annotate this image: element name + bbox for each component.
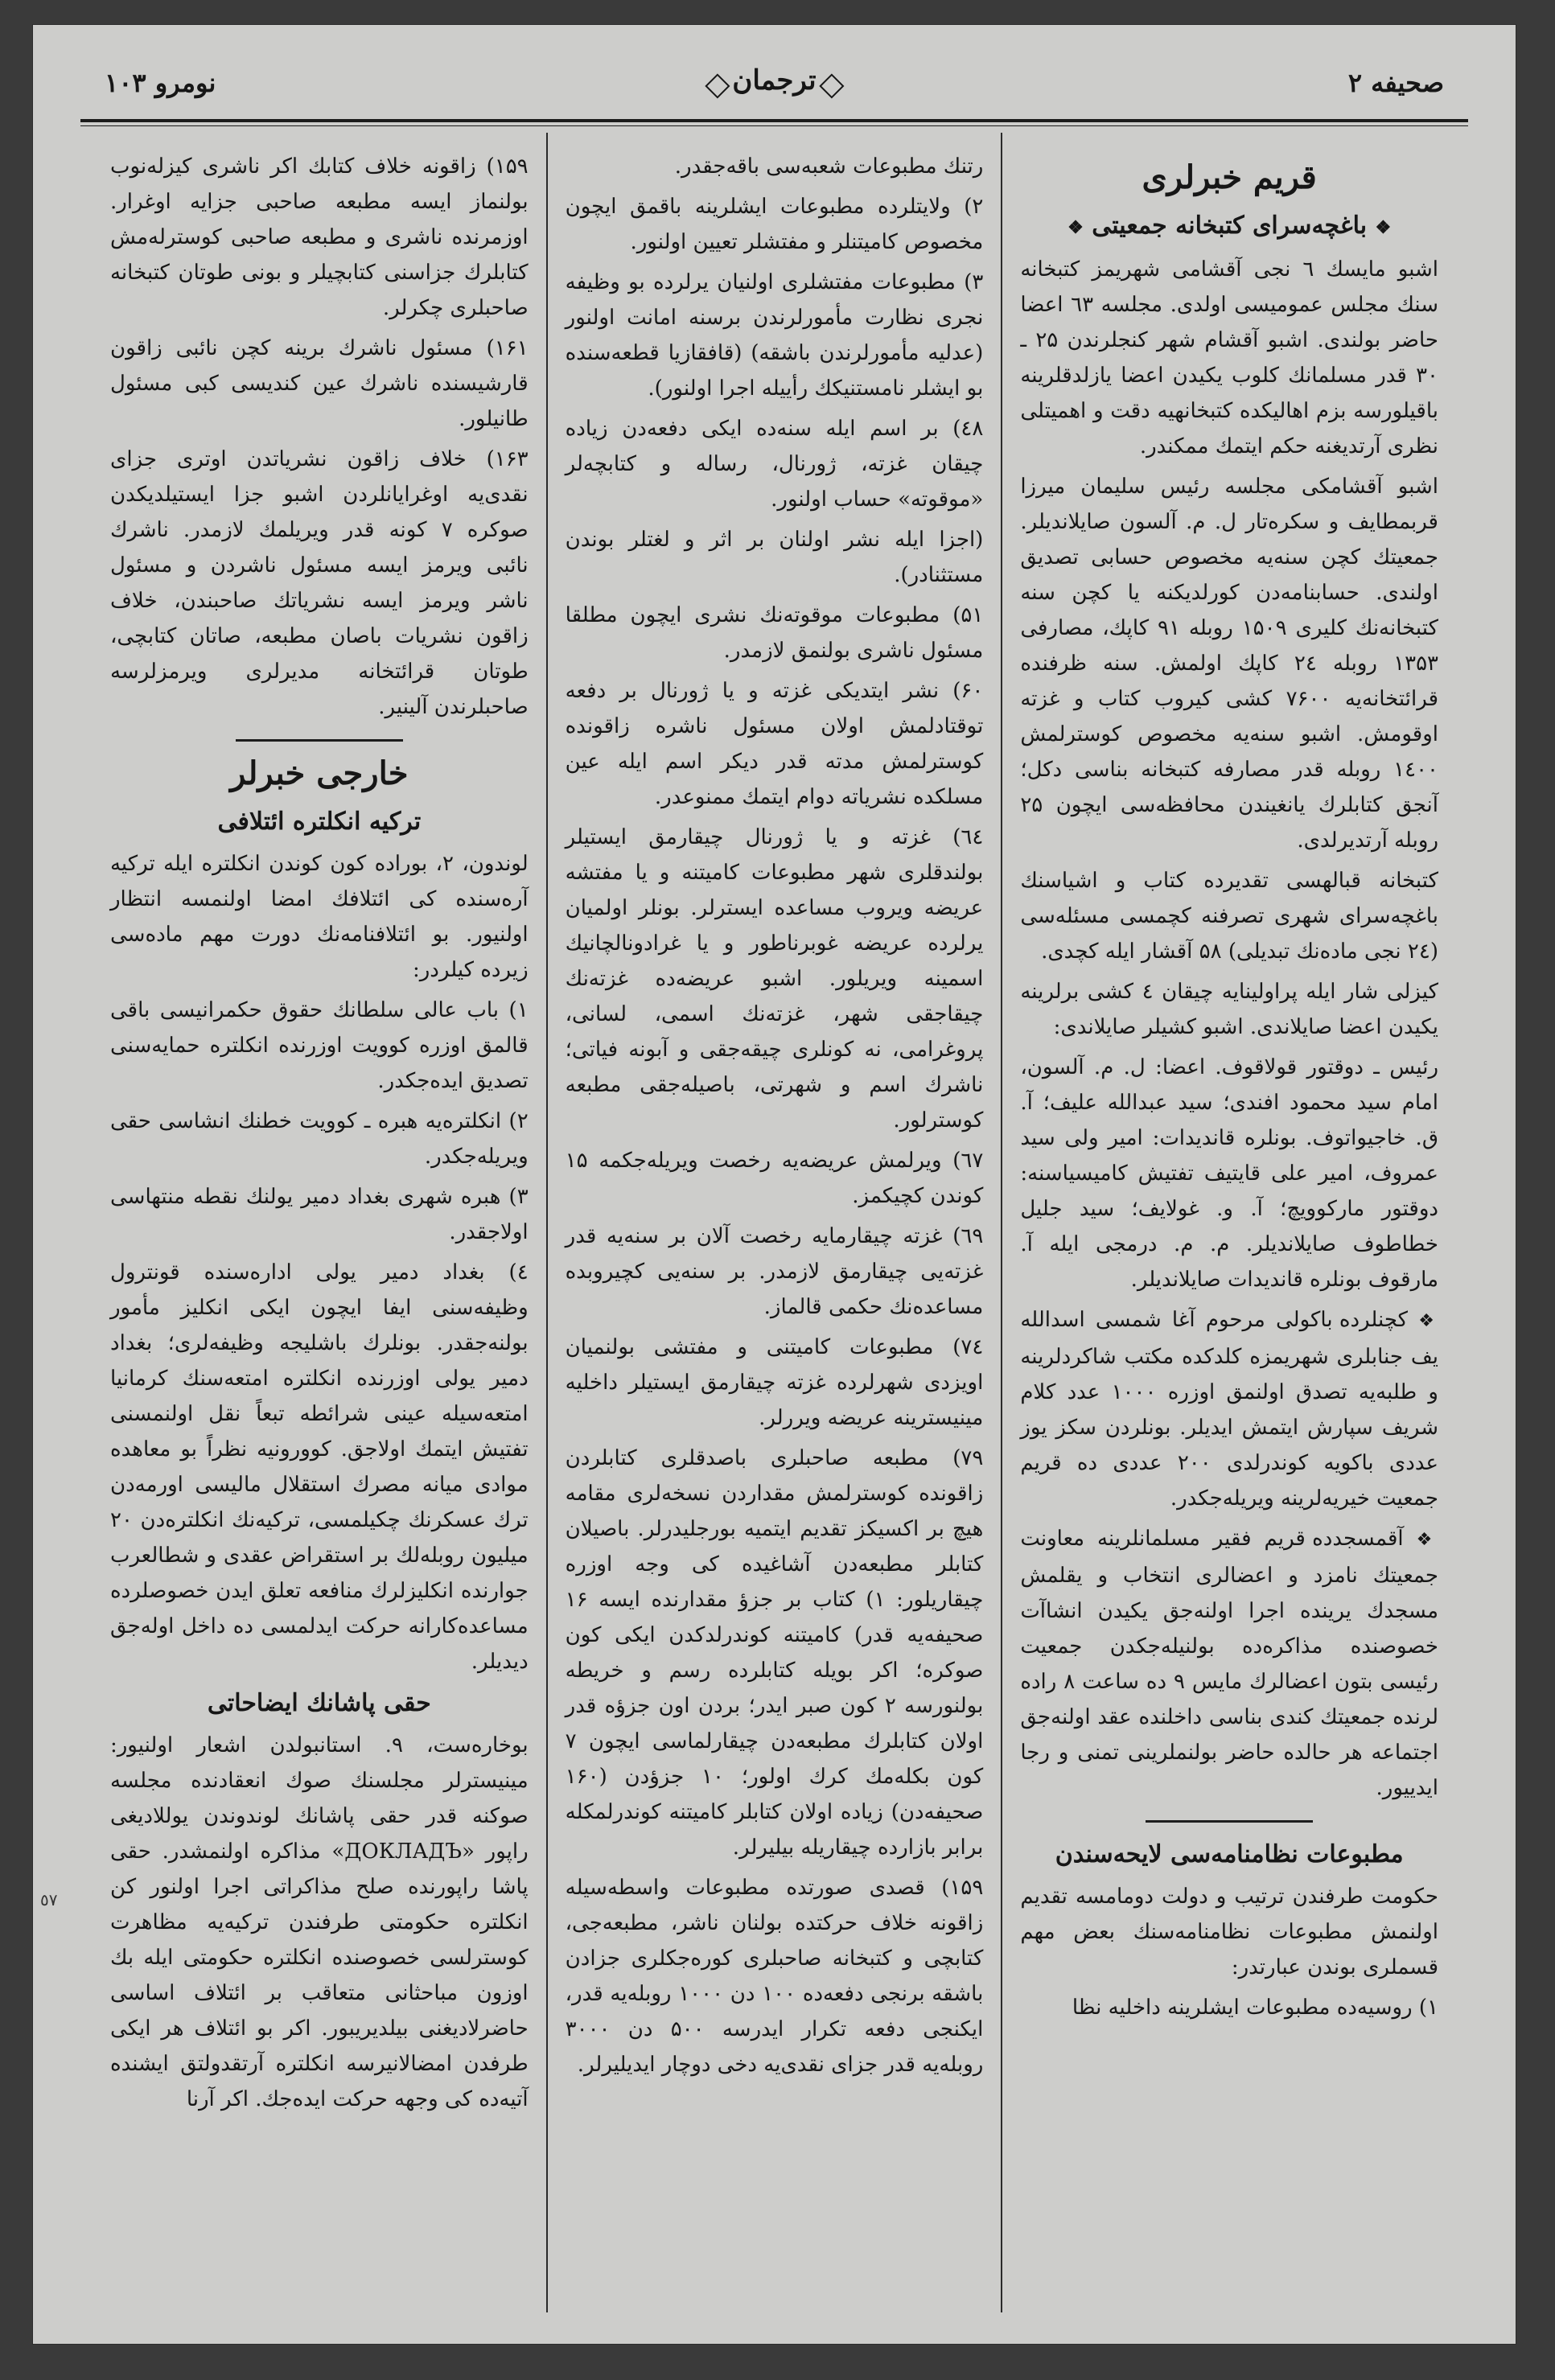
section-divider	[1146, 1820, 1313, 1823]
paragraph	[1020, 1302, 1438, 1516]
ornament-icon: ❖	[1068, 217, 1084, 238]
paragraph: ۶۰) نشر ایتدیکی غزته و یا ژورنال بر دفعه توقتادلمش اولان مسئول ناشره زاقونده کوسترلمش مدته قدر دیکر اسم ایله عین مسلکده نشریاته دوام ایتمك ممنوعدر.	[565, 679, 984, 809]
paragraph: اشبو آقشامکی مجلسه رئیس سلیمان میرزا قربمطایف و سکرەتار ل. م. آلسون صایلاندیلر. جمعیتك کچن سنەیه مخصوص حسابی تصدیق اولندی. حسابنامەدن کورلدیکنه یا کچن سنه کتبخانەنك کلیری ۱۵۰۹ روبله ۹۱ کاپك، مصارفی ۱۳۵۳ روبله ۲٤ کاپك اولمش. سنه ظرفنده قرائتخانەیه ۷۶۰۰ کشی کیروب کتاب و غزته اوقومش. اشبو سنەیه مخصوص کوسترلمش ۱٤۰۰ روبله قدر مصارفه کتبخانه بناسی دکل؛ آنجق کتابلرك یانغیندن محافظەسی ایچون ۲۵ روبله آرتدیرلدی.	[1020, 475, 1439, 853]
paragraph: بوخارەست، ۹. استانبولدن اشعار اولنیور: مینیسترلر مجلسنك صوك انعقادنده مجلسه صوکنه قدر حقی پاشانك لوندوندن یوللادیغی راپور «ДОКЛАДЪ» مذاکره اولنمشدر. حقی پاشا راپورنده صلح مذاکراتی اجرا اولنور کن انکلتره حکومتی طرفندن ترکیه‌یه مظاهرت کوسترلسی خصوصنده انکلتره حکومتی ایله بك اوزون مباحثانی متعاقب بر ائتلاف اساسی حاضرلادیغنی بیلدیریبور. اکر بو ائتلاف هر ایکی طرفدن امضالانیرسه انکلتره آرتقدولتق ایشنده آتیەده کی وجهه حرکت ایدەجك. اکر آرنا	[109, 1733, 529, 2111]
paragraph: ۱۶۳) خلاف زاقون نشریاتدن اوتری جزای نقدی‌یه اوغرایانلردن اشبو جزا ایستیلدیکدن صوکره ۷ کونه قدر ویریلمك لازمدر. ناشرك نائبی ویرمز ایسه مسئول ناشردن و مسئول ناشر ویرمز ایسه نشریاتك صاحبندن، خلاف زاقون نشریات باصان مطبعه، صاتان کتابچی، طوتان قرائتخانه مدیرلری ویرمزلرسه صاحبلرندن آلینیر.	[109, 447, 529, 719]
paragraph: کتبخانه قبالهسی تقدیرده کتاب و اشیاسنك باغچەسرای شهری تصرفنه کچمسی مسئلەسی (۲٤ نجی مادەنك تبدیلی) ۵۸ آقشار ایله کچدی.	[1020, 869, 1438, 964]
paragraph: ۱۵۹) قصدی صورتده مطبوعات واسطەسیله زاقونه خلاف حرکتده بولنان ناشر، مطبعەجی، کتابچی و کتبخانه صاحبلری کورەجکلری جزادن باشقه برنجی دفعەده ۱۰۰ دن ۱۰۰۰ روبلەیه قدر، ایکنجی دفعه تکرار ایدرسه ۵۰۰ دن ۳۰۰۰ روبلەیه قدر جزای نقدی‌یه دخی دوچار ایدیلیرلر.	[565, 1876, 984, 2077]
paragraph: رتنك مطبوعات شعبەسی باقەجقدر.	[674, 154, 984, 179]
ornament-icon: ❖	[1416, 1530, 1438, 1550]
paragraph: ۵۱) مطبوعات موقوتەنك نشری ایچون مطلقا مسئول ناشری بولنمق لازمدر.	[565, 603, 984, 663]
column-left	[93, 133, 548, 2312]
subhead-text: باغچەسرای کتبخانه جمعیتی	[1092, 212, 1368, 240]
page-number: صحیفه ۲	[1347, 68, 1444, 98]
section-title-crimea-news: قریم خبرلری	[1142, 158, 1317, 196]
ornament-icon: ❖	[1418, 1311, 1438, 1331]
paragraph: ۷۹) مطبعه صاحبلری باصدقلری کتابلردن زاقونده کوسترلمش مقداردن نسخەلری مقامه هیچ بر اکسیکز تقدیم ایتمیه بورجلیدرلر. باصیلان کتابلر مطبعەدن آشاغیده کی وجه اوزره چیقاریلور: ۱) کتاب بر جزؤ مقدارنده ایسه ۱۶ صحیفەیه قدر) کامیتنه کوندرلدکدن ایکی کون صوکره؛ اکر بویله کتابلرده رسم و خریطه بولنورسه ۲ کون صبر ایدر؛ بردن اون جزؤه قدر اولان کتابلرك مطبعەدن چیقارلماسی ایچون ۷ کون بکلەمك کرك اولور؛ ۱۰ جزؤدن (۱۶۰ صحیفەدن) زیاده اولان کتابلر کامیتنه کوندرلمکله برابر بازارده چیقاریله بیلیرلر.	[565, 1446, 984, 1860]
paragraph: ۳) مطبوعات مفتشلری اولنیان یرلرده بو وظیفه نجری نظارت مأمورلرندن برسنه امانت اولنور (عدلیه مأمورلرندن باشقه) (قافقازیا قطعەسنده بو ایشلر نامستنیکك رأییله اجرا اولنور).	[565, 270, 984, 401]
paragraph: ۱) باب عالی سلطانك حقوق حکمرانیسی باقی قالمق اوزره کوویت اوزرنده انکلتره حمایەسنی تصدیق ایدەجکدر.	[109, 998, 529, 1093]
page-header	[97, 56, 1452, 113]
paragraph: کیزلی شار ایله پراولینایه چیقان ٤ کشی برلرینه یکیدن اعضا صایلاندی. اشبو کشیلر صایلاندی:	[1020, 980, 1438, 1039]
paragraph: رئیس ـ دوقتور قولاقوف. اعضا: ل. م. آلسون، امام سید محمود افندی؛ سید عبدالله علیف؛ آ. ق. خاجیواتوف. بونلره قاندیدات: امیر ولی سید عمروف، امیر علی قایتیف تفتیش کامیسیاسنه: دوقتور مارکوویچ؛ آ. و. غولایف؛ سید جلیل خطاطوف صایلاندیلر. م. م. درمجی ایله آ. مارقوف بونلره قاندیدات صایلاندیلر.	[1020, 1055, 1438, 1292]
paragraph: (اجزا ایله نشر اولنان بر اثر و لغتلر بوندن مستثنادر).	[565, 528, 984, 587]
paragraph: ٦٤) غزته و یا ژورنال چیقارمق ایستیلر بولندقلری شهر مطبوعات کامیتنه و یا مفتشه عریضه ویروب مساعده ایسترلر. بونلر اولمیان یرلرده عریضه غوبرناطور و یا غرادونالچانیك اسمینه ویریلور. اشبو عریضەده غزتەنك چیقاجقی شهر، غزتەنك اسمی، لسانی، پروغرامی، نه کونلری چیقەجقی و آبونه فیاتی؛ ناشرك اسم و شهرتی، باصیلەجقی مطبعه کوسترلور.	[565, 825, 984, 1132]
paragraph-text: آقمسجدده قریم فقیر مسلمانلرینه معاونت جمعیتك نامزد و اعضالری انتخاب و یقلمش مسجدك یرینده اجرا اولنەجق یکیدن انشاآت خصوصنده مذاکرەده بولنیلەجکدن جمعیت رئیسی بتون اعضالرك مایس ۹ ده ساعت ۸ راده لرنده جمعیتك کندی بناسی داخلنده عقد اولنەجق اجتماعه هر حالده حاضر بولنملرینی تمنی و رجا ایدییور.	[1020, 1527, 1438, 1800]
paragraph: ۱) روسیەده مطبوعات ایشلرینه داخلیه نظا	[1072, 1996, 1438, 2020]
section-title-press-law: مطبوعات نظامنامەسی لایحەسندن	[1055, 1840, 1404, 1868]
paragraph: ۷٤) مطبوعات کامیتنی و مفتشی بولنمیان اویزدی شهرلرده غزته چیقارمق ایستیلر داخلیه مینیسترینه عریضه ویررلر.	[565, 1335, 984, 1430]
issue-number: نومرو ۱۰۳	[105, 68, 216, 98]
paragraph: ۱۶۱) مسئول ناشرك برینه کچن نائبی زاقون قارشیسنده ناشرك عین کندیسی کبی مسئول طانیلور.	[109, 336, 529, 431]
section-title-foreign-news: خارجی خبرلر	[230, 754, 409, 792]
subhead-turkey-england-alliance: ترکیه انکلتره ائتلافی	[217, 808, 422, 836]
paragraph: ۲) ولایتلرده مطبوعات ایشلرینه باقمق ایچون مخصوص کامیتنلر و مفتشلر تعیین اولنور.	[565, 195, 984, 254]
section-title-hakki-pasha: حقی پاشانك ایضاحاتی	[207, 1689, 431, 1717]
section-divider	[236, 739, 403, 742]
paragraph: ۲) انکلترەیه هبره ـ کوویت خطنك انشاسی حقی ویریلەجکدر.	[109, 1109, 529, 1169]
columns	[93, 133, 1456, 2312]
paragraph: ۱۵۹) زاقونه خلاف کتابك اکر ناشری کیزلەنوب بولنماز ایسه مطبعه صاحبی جزایه اوغرار. اوزمرنده ناشری و مطبعه صاحبی کوسترلەمش کتابلرك جزاسنی کتابچیلر و بونی طوتان کتبخانه صاحبلری چکرلر.	[109, 154, 529, 320]
newspaper-page	[32, 24, 1516, 2345]
paragraph	[1020, 1521, 1438, 1806]
paragraph: لوندون، ۲، بورادە کون کوندن انکلتره ایله ترکیه آرەسنده کی ائتلافك امضا اولنمسه انتظار اولنیور. بو ائتلافنامەنك دورت مهم مادەسی زیرده کیلردر:	[109, 852, 529, 982]
ornament-icon: ❖	[1375, 217, 1392, 238]
paragraph: حکومت طرفندن ترتیب و دولت دومامسه تقدیم اولنمش مطبوعات نظامنامەسنك بعض مهم قسملری بوندن عبارتدر:	[1020, 1885, 1438, 1979]
paragraph: اشبو مایسك ٦ نجی آقشامی شهریمز کتبخانه سنك مجلس عمومیسی اولدی. مجلسه ٦٣ اعضا حاضر بولندی. اشبو آقشام شهر کنجلرندن ۲۵ ـ ۳۰ قدر مسلمانك کلوب یکیدن اعضا یازلدقلرینه باقیلورسه بزم اهالیکده کتبخانهیه دقت و اهمیتلی نظری آرتدیغنه حکم ایتمك ممکندر.	[1020, 257, 1438, 458]
paragraph: ٦۹) غزته چیقارمایه رخصت آلان بر سنەیه قدر غزتەیی چیقارمق لازمدر. بر سنەیی کچیروبده مساعده‌نك حکمی قالماز.	[565, 1224, 984, 1319]
subhead-library-society	[1020, 208, 1438, 245]
header-rule	[80, 119, 1468, 126]
column-middle	[548, 133, 1003, 2312]
paragraph: ٤۸) بر اسم ایله سنەده ایکی دفعەدن زیادە چیقان غزته، ژورنال، رساله و کتابچەلر «موقوته» حساب اولنور.	[565, 417, 984, 512]
paragraph-text: کچنلرده باکولی مرحوم آغا شمسی اسدالله یف جنابلری شهریمزه کلدکده مکتب شاکردلرینه و طلبەیه تصدق اولنمق اوزره ۱۰۰۰ عدد کلام شریف سپارش ایتمش ایدیلر. بونلردن سکز یوز عددی باکویه کوندرلدی ۲۰۰ عددی ده قریم جمعیت خیریەلرینه ویریلەجکدر.	[1020, 1308, 1438, 1511]
margin-mark: ٥٧	[40, 1890, 58, 1909]
paragraph: ٤) بغداد دمیر یولی ادارەسنده قونترول وظیفەسنی ایفا ایچون ایکی انکلیز مأمور بولنەجقدر. بونلرك باشلیجه وظیفەلری؛ بغداد دمیر یولی اوزرنده انکلتره امتعەسنك کرمانیا امتعەسیله عینی شرائطه تبعاً نقل اولنمسنی تفتیش ایتمك اولاجق. کوورونیه نظراً بو معاهده موادی میانه مصرك استقلال مالیسی اورمەدن ترك عسکرنك چکیلمسی، ترکیەنك انکلترەدن ۲۰ میلیون روبلەلك بر استقراض عقدی و شطالعرب جوارنده انکلیزلرك منافعه تعلق ایدن خصوصلرده مساعدەکارانه حرکت ایدلمسی ده داخل اولەجق دیدیلر.	[109, 1260, 529, 1674]
paragraph: ٦۷) ویرلمش عریضەیه رخصت ویریلەجکمه ۱۵ کوندن کچیکمز.	[565, 1149, 984, 1208]
column-right	[1002, 133, 1456, 2312]
paragraph: ۳) هبره شهری بغداد دمیر یولنك نقطه منتهاسی اولاجقدر.	[109, 1185, 529, 1244]
newspaper-title: ترجمان	[708, 63, 840, 98]
